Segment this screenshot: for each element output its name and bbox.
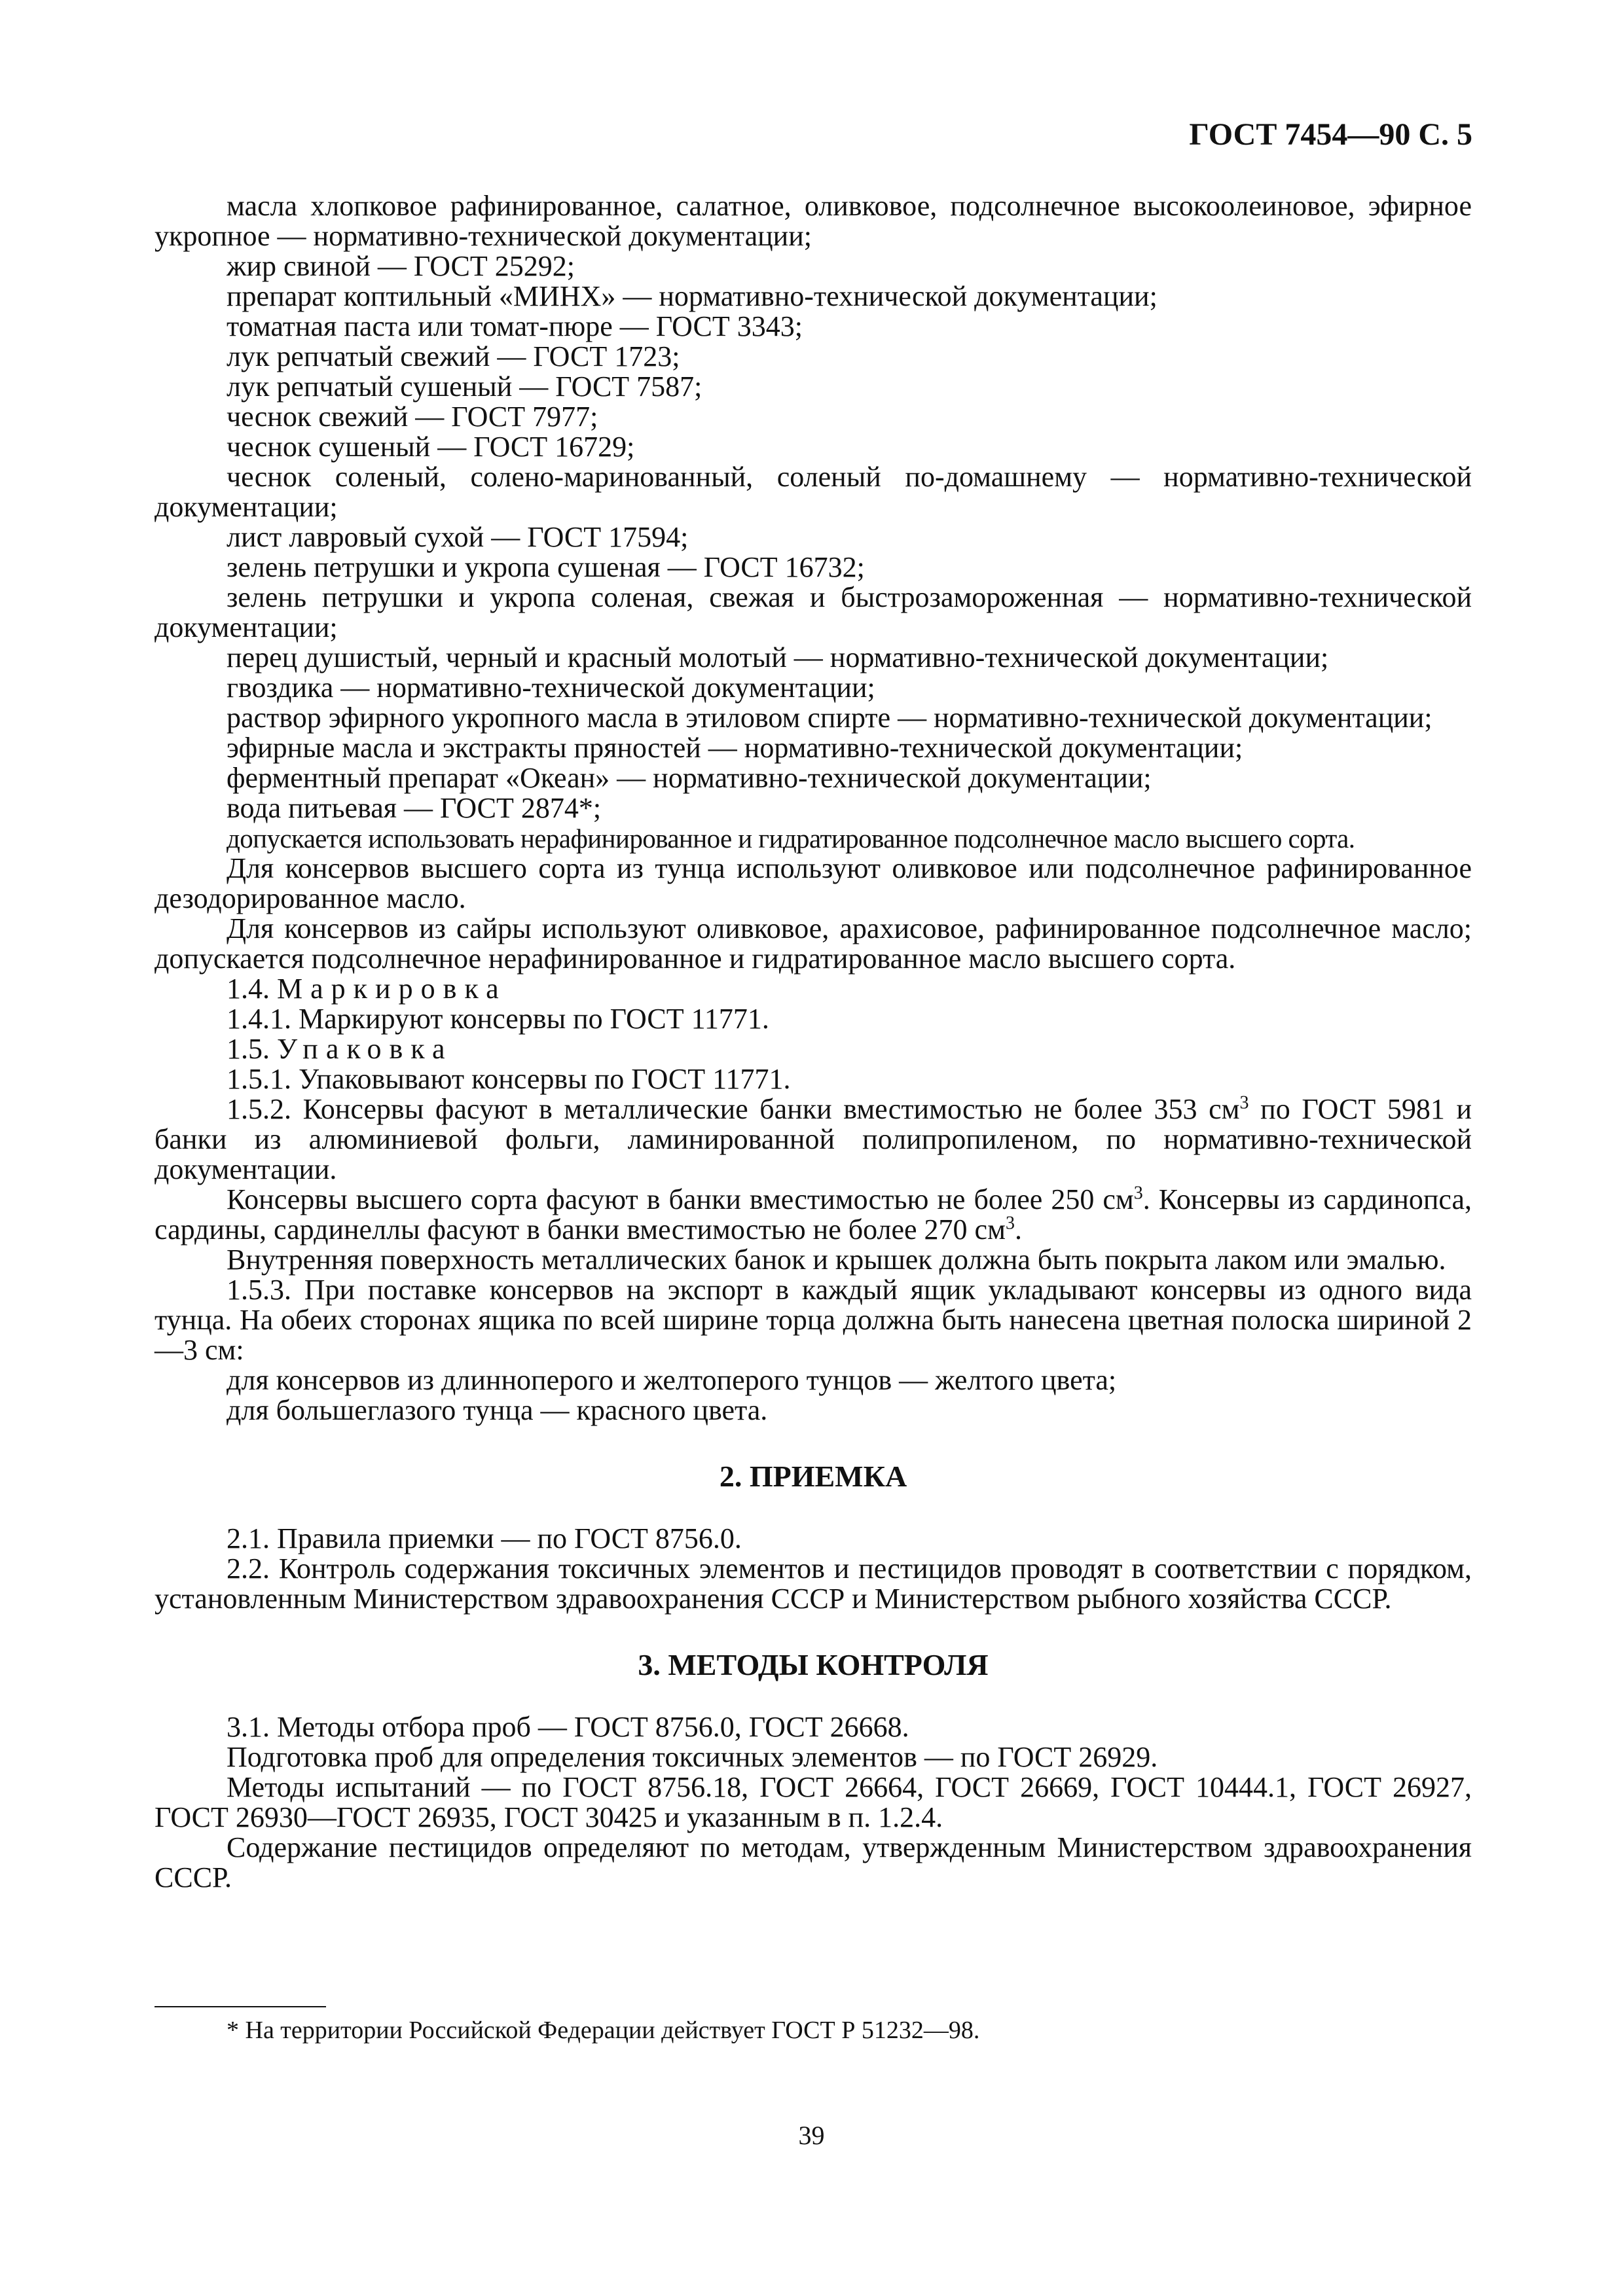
text-run: по ГОСТ 5981 и банки из алюминиевой фольги, ламинированной полипропиленом, по нормативно-технической документации. (155, 1093, 1472, 1185)
paragraph: ферментный препарат «Океан» — нормативно-технической документации; (227, 762, 1152, 794)
paragraph: лист лавровый сухой — ГОСТ 17594; (227, 521, 689, 553)
paragraph: раствор эфирного укропного масла в этиловом спирте — нормативно-технической документации; (227, 702, 1432, 734)
footnote: * На территории Российской Федерации действует ГОСТ Р 51232—98. (227, 2017, 980, 2044)
packing-paragraph-3: Внутренняя поверхность металлических банок и крышек должна быть покрыта лаком или эмалью. (227, 1244, 1446, 1276)
document-body (155, 191, 1472, 1893)
paragraph: допускается использовать нерафинированное и гидратированное подсолнечное масло высшего сорта. (227, 823, 1355, 853)
marking-title: Маркировка (277, 973, 507, 1005)
paragraph: Для консервов из сайры используют оливковое, арахисовое, рафинированное подсолнечное масло; допускается подсолнечное нерафинированное и гидратированное масло высшего сорта. (155, 912, 1472, 975)
paragraph: чеснок соленый, солено-маринованный, соленый по-домашнему — нормативно-технической документации; (155, 461, 1472, 523)
text-run: . (1014, 1213, 1022, 1246)
paragraph: чеснок свежий — ГОСТ 7977; (227, 401, 598, 433)
packing-heading (155, 1034, 1472, 1064)
section-2-title: 2. ПРИЕМКА (719, 1460, 907, 1493)
text-run: 1.5.2. Консервы фасуют в металлические банки вместимостью не более 353 см (227, 1093, 1240, 1125)
packing-item-2 (155, 1094, 1472, 1185)
paragraph: зелень петрушки и укропа сушеная — ГОСТ 16732; (227, 551, 865, 583)
section-3-paragraph: 3.1. Методы отбора проб — ГОСТ 8756.0, ГОСТ 26668. (227, 1711, 909, 1743)
paragraph: препарат коптильный «МИНХ» — нормативно-технической документации; (227, 280, 1158, 312)
packing-number: 1.5. (227, 1033, 270, 1065)
paragraph: Для консервов высшего сорта из тунца используют оливковое или подсолнечное рафинированное дезодорированное масло. (155, 852, 1472, 914)
marking-heading (155, 974, 1472, 1004)
superscript: 3 (1133, 1183, 1143, 1204)
packing-item-1: 1.5.1. Упаковывают консервы по ГОСТ 11771. (227, 1063, 791, 1095)
footnote-divider (155, 2006, 326, 2007)
paragraph: эфирные масла и экстракты пряностей — нормативно-технической документации; (227, 732, 1243, 764)
section-2-paragraph: 2.2. Контроль содержания токсичных элементов и пестицидов проводят в соответствии с порядком, установленным Министерством здравоохранения СССР и Министерством рыбного хозяйства СССР. (155, 1552, 1472, 1615)
packing-paragraph-2 (155, 1185, 1472, 1245)
page-number: 39 (798, 2121, 825, 2150)
paragraph: перец душистый, черный и красный молотый — нормативно-технической документации; (227, 641, 1329, 673)
packing-title: Упаковка (277, 1033, 453, 1065)
marking-item: 1.4.1. Маркируют консервы по ГОСТ 11771. (227, 1003, 769, 1035)
text-run: . Консервы из сардинопса, сардины, сардинеллы фасуют в банки вместимостью не более 270 см (155, 1183, 1472, 1246)
paragraph: гвоздика — нормативно-технической документации; (227, 672, 875, 704)
section-2-paragraph: 2.1. Правила приемки — по ГОСТ 8756.0. (227, 1522, 742, 1554)
section-3-paragraph: Методы испытаний — по ГОСТ 8756.18, ГОСТ 26664, ГОСТ 26669, ГОСТ 10444.1, ГОСТ 26927, ГОСТ 26930—ГОСТ 26935, ГОСТ 30425 и указанным в п. 1.2.4. (155, 1771, 1472, 1833)
section-3-paragraph: Подготовка проб для определения токсичных элементов — по ГОСТ 26929. (227, 1741, 1158, 1773)
paragraph: лук репчатый свежий — ГОСТ 1723; (227, 340, 680, 372)
superscript: 3 (1005, 1213, 1015, 1234)
marking-number: 1.4. (227, 973, 270, 1005)
text-run: Консервы высшего сорта фасуют в банки вместимостью не более 250 см (227, 1183, 1134, 1215)
paragraph: томатная паста или томат-пюре — ГОСТ 3343; (227, 310, 803, 342)
packing-item-3-line-2: для большеглазого тунца — красного цвета. (227, 1394, 768, 1426)
paragraph: жир свиной — ГОСТ 25292; (227, 250, 575, 282)
superscript: 3 (1239, 1092, 1249, 1113)
paragraph: лук репчатый сушеный — ГОСТ 7587; (227, 370, 702, 403)
packing-item-3: 1.5.3. При поставке консервов на экспорт в каждый ящик укладывают консервы из одного вида тунца. На обеих сторонах ящика по всей ширине торца должна быть нанесена цветная полоска шириной 2—3 см: (155, 1274, 1472, 1366)
section-3-paragraph: Содержание пестицидов определяют по методам, утвержденным Министерством здравоохранения СССР. (155, 1831, 1472, 1893)
paragraph: зелень петрушки и укропа соленая, свежая и быстрозамороженная — нормативно-технической документации; (155, 581, 1472, 643)
paragraph: масла хлопковое рафинированное, салатное, оливковое, подсолнечное высокоолеиновое, эфирное укропное — нормативно-технической документации; (155, 190, 1472, 252)
packing-item-3-line-1: для консервов из длиннoперого и желтоперого тунцов — желтого цвета; (227, 1364, 1117, 1396)
page-header: ГОСТ 7454—90 С. 5 (1189, 117, 1472, 152)
paragraph: чеснок сушеный — ГОСТ 16729; (227, 431, 635, 463)
paragraph: вода питьевая — ГОСТ 2874*; (227, 792, 602, 824)
section-3-title: 3. МЕТОДЫ КОНТРОЛЯ (638, 1648, 989, 1681)
